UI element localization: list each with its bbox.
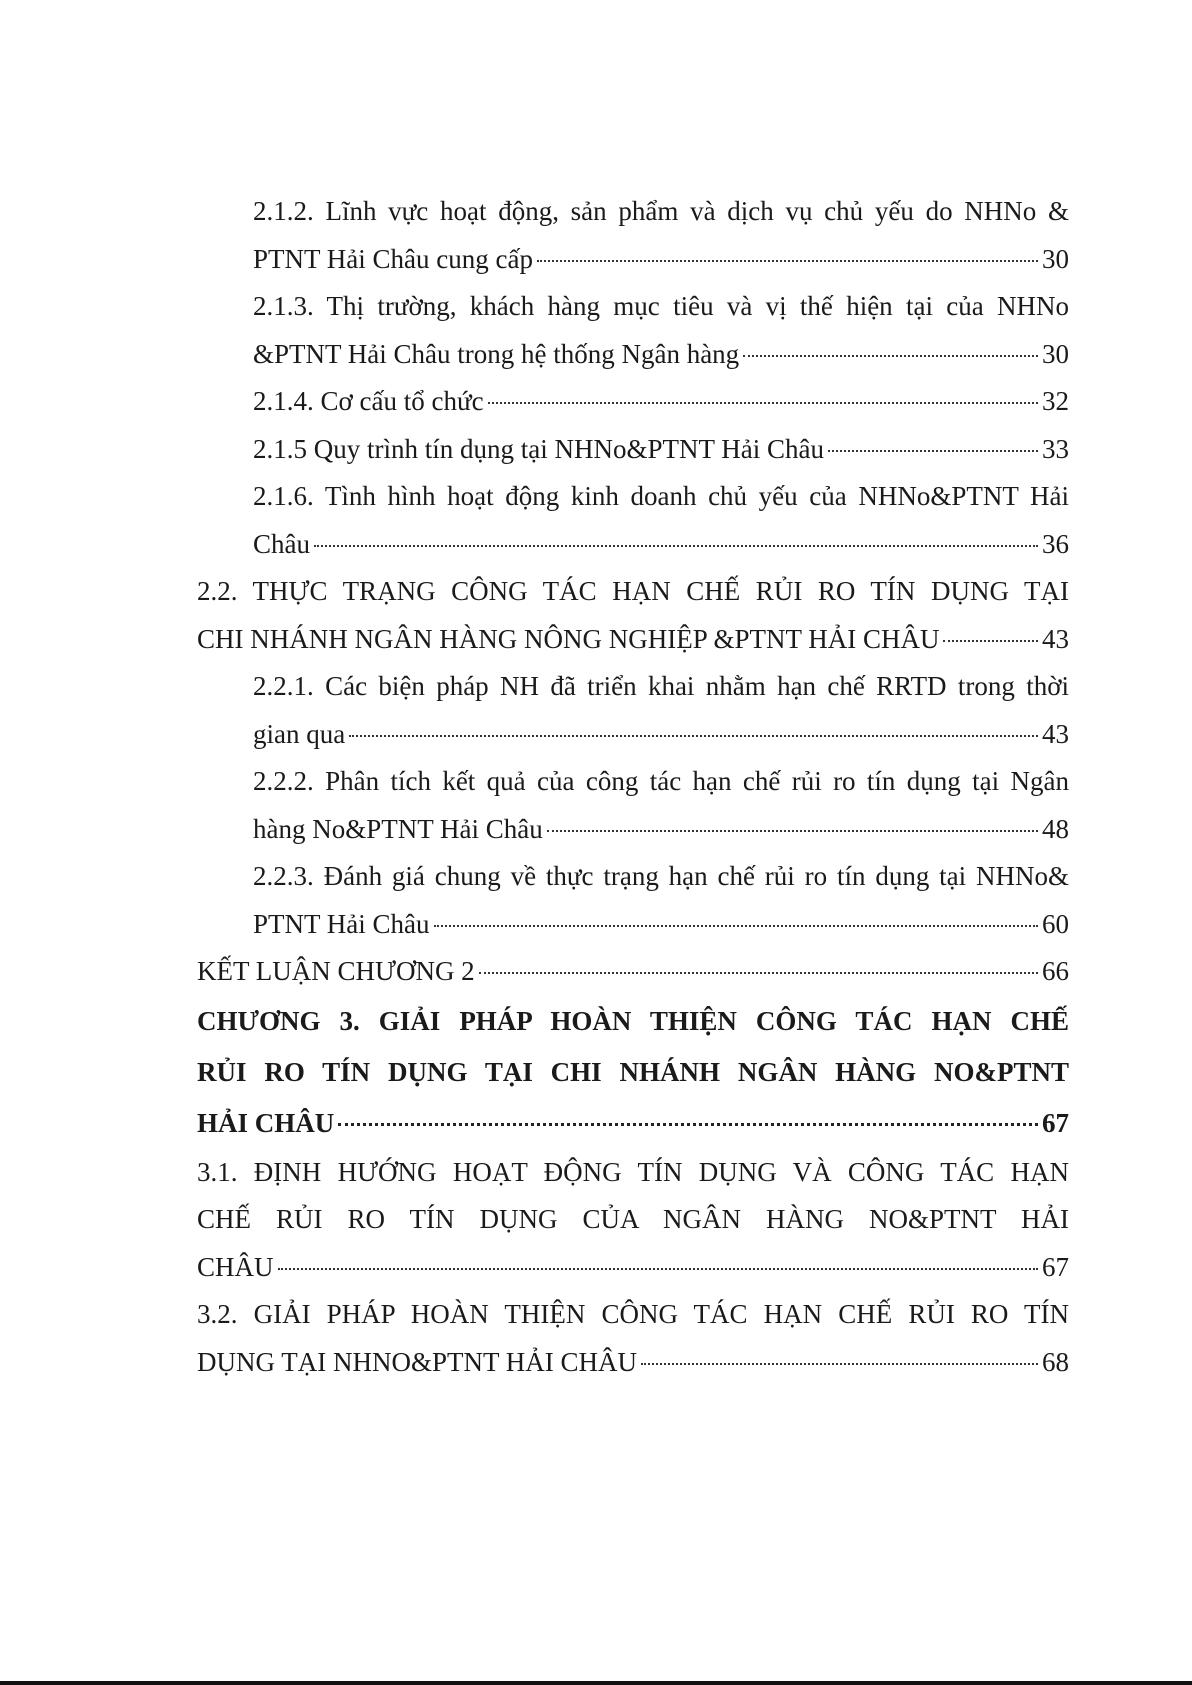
toc-entry-tail: &PTNT Hải Châu trong hệ thống Ngân hàng (253, 338, 740, 369)
toc-entry-2-2-3[interactable] (197, 853, 1069, 948)
toc-entry-tail: CHÂU (197, 1251, 274, 1282)
bottom-edge-bar (0, 1681, 1192, 1685)
toc-entry-2-2-2[interactable] (197, 758, 1069, 853)
toc-entry-title: KẾT LUẬN CHƯƠNG 2 (197, 956, 475, 986)
dot-leader (743, 355, 1038, 357)
dot-leader (547, 830, 1038, 832)
toc-entry-2-1-6[interactable] (197, 473, 1069, 568)
page-number: 30 (1042, 243, 1069, 274)
page-number: 36 (1042, 528, 1069, 559)
dot-leader (488, 402, 1038, 404)
toc-entry-tail: DỤNG TẠI NHNO&PTNT HẢI CHÂU (197, 1346, 637, 1377)
page-number: 43 (1042, 623, 1069, 654)
toc-entry-text: 2.2. THỰC TRẠNG CÔNG TÁC HẠN CHẾ RỦI RO TÍN DỤNG TẠI (197, 576, 1069, 606)
toc-entry-tail: PTNT Hải Châu cung cấp (253, 243, 533, 274)
toc-entry-title: 2.1.4. Cơ cấu tổ chức (253, 386, 484, 416)
page-number: 48 (1042, 813, 1069, 844)
toc-entry-text: 2.1.6. Tình hình hoạt động kinh doanh chủ yếu của NHNo&PTNT Hải (253, 481, 1069, 511)
toc-entry-last-line (253, 806, 1069, 854)
toc-entry-text: CHƯƠNG 3. GIẢI PHÁP HOÀN THIỆN CÔNG TÁC HẠN CHẾ (197, 1005, 1069, 1036)
toc-entry-tail: CHI NHÁNH NGÂN HÀNG NÔNG NGHIỆP &PTNT HẢI CHÂU (197, 623, 940, 654)
toc-entry-3-1[interactable] (197, 1149, 1069, 1292)
toc-entry-tail: gian qua (253, 718, 346, 749)
table-of-contents (197, 188, 1069, 1386)
page-number: 60 (1042, 908, 1069, 939)
dot-leader (537, 260, 1038, 262)
toc-entry-2-2-1[interactable] (197, 663, 1069, 758)
toc-entry-last-line (197, 1339, 1069, 1387)
toc-entry-last-line (197, 616, 1069, 664)
toc-entry-3-2[interactable] (197, 1291, 1069, 1386)
toc-entry-2-2[interactable] (197, 568, 1069, 663)
toc-entry-chuong-3[interactable] (197, 996, 1069, 1149)
dot-leader (434, 925, 1039, 927)
toc-entry-last-line (197, 1244, 1069, 1292)
toc-entry-text: 2.1.3. Thị trường, khách hàng mục tiêu và vị thế hiện tại của NHNo (253, 291, 1069, 321)
dot-leader (943, 640, 1038, 642)
dot-leader (314, 545, 1038, 547)
toc-entry-last-line (253, 236, 1069, 284)
dot-leader (278, 1268, 1038, 1270)
toc-entry-text: 3.2. GIẢI PHÁP HOÀN THIỆN CÔNG TÁC HẠN CHẾ RỦI RO TÍN (197, 1299, 1069, 1329)
dot-leader (828, 450, 1038, 452)
toc-entry-ket-luan-chuong-2[interactable] (197, 948, 1069, 996)
toc-entry-text: RỦI RO TÍN DỤNG TẠI CHI NHÁNH NGÂN HÀNG NO&PTNT (197, 1056, 1069, 1087)
toc-entry-last-line (253, 901, 1069, 949)
toc-entry-tail: Châu (253, 528, 310, 559)
toc-entry-text: 3.1. ĐỊNH HƯỚNG HOẠT ĐỘNG TÍN DỤNG VÀ CÔNG TÁC HẠN (197, 1156, 1069, 1187)
toc-entry-last-line (253, 331, 1069, 379)
dot-leader (641, 1363, 1038, 1365)
page-number: 32 (1042, 386, 1069, 416)
toc-entry-2-1-3[interactable] (197, 283, 1069, 378)
toc-entry-2-1-4[interactable] (197, 378, 1069, 426)
toc-entry-text: 2.2.2. Phân tích kết quả của công tác hạn chế rủi ro tín dụng tại Ngân (253, 766, 1069, 796)
toc-entry-last-line (253, 426, 1069, 474)
page-number: 66 (1042, 956, 1069, 986)
page-number: 67 (1042, 1251, 1069, 1282)
page-number: 30 (1042, 338, 1069, 369)
toc-entry-text: 2.2.1. Các biện pháp NH đã triển khai nhằm hạn chế RRTD trong thời (253, 671, 1069, 701)
dot-leader (479, 972, 1038, 974)
toc-entry-text: 2.2.3. Đánh giá chung về thực trạng hạn chế rủi ro tín dụng tại NHNo& (253, 861, 1069, 891)
page-number: 33 (1042, 433, 1069, 464)
toc-entry-last-line (253, 521, 1069, 569)
dot-leader (338, 1123, 1038, 1126)
toc-entry-tail: PTNT Hải Châu (253, 908, 430, 939)
toc-entry-last-line (253, 378, 1069, 426)
dot-leader (349, 735, 1038, 737)
toc-entry-last-line (197, 948, 1069, 996)
toc-entry-title: 2.1.5 Quy trình tín dụng tại NHNo&PTNT Hải Châu (253, 433, 824, 464)
toc-entry-last-line (253, 711, 1069, 759)
toc-entry-text: CHẾ RỦI RO TÍN DỤNG CỦA NGÂN HÀNG NO&PTNT HẢI (197, 1204, 1069, 1234)
page-number: 67 (1042, 1107, 1069, 1138)
toc-entry-2-1-2[interactable] (197, 188, 1069, 283)
toc-entry-last-line (197, 1098, 1069, 1149)
toc-entry-2-1-5[interactable] (197, 426, 1069, 474)
toc-entry-tail: HẢI CHÂU (197, 1107, 335, 1138)
toc-entry-tail: hàng No&PTNT Hải Châu (253, 813, 543, 844)
toc-entry-text: 2.1.2. Lĩnh vực hoạt động, sản phẩm và dịch vụ chủ yếu do NHNo & (253, 196, 1069, 226)
page-number: 43 (1042, 718, 1069, 749)
page-number: 68 (1042, 1346, 1069, 1377)
